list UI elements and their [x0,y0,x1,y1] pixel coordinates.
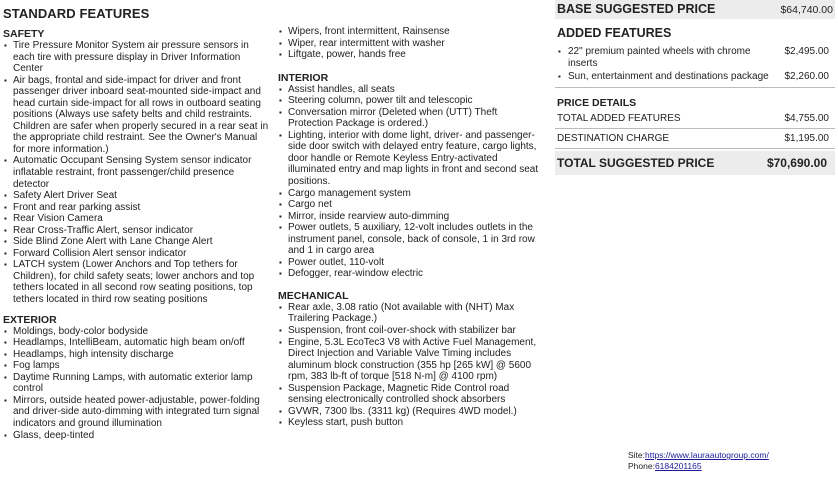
feature-item: ▪ Mirror, inside rearview auto-dimming [278,211,544,223]
feature-item: ▪ Rear Vision Camera [3,213,269,225]
exterior-list [3,326,269,441]
destination-row [555,129,835,149]
features-column-middle [278,0,544,429]
added-feature-amount: $2,260.00 [784,71,829,82]
feature-item: ▪ Tire Pressure Monitor System air pressure sensors in each tire with pressure display in Driver Information Center [3,40,269,75]
divider [555,87,835,88]
feature-item: ▪ Wiper, rear intermittent with washer [278,38,544,50]
added-features-list [557,46,835,83]
feature-item: ▪ Cargo management system [278,188,544,200]
site-line [628,450,769,461]
feature-item: ▪ GVWR, 7300 lbs. (3311 kg) (Requires 4WD model.) [278,406,544,418]
feature-item: ▪ Keyless start, push button [278,417,544,429]
total-price-row [555,151,835,175]
mechanical-heading: MECHANICAL [278,289,349,302]
exterior-list-continued [278,26,544,61]
mechanical-list [278,302,544,429]
added-feature-row [557,71,835,83]
interior-heading: INTERIOR [278,71,329,84]
feature-item: ▪ Assist handles, all seats [278,84,544,96]
feature-item: ▪ Daytime Running Lamps, with automatic exterior lamp control [3,372,269,395]
feature-item: ▪ Suspension Package, Magnetic Ride Control road sensing electronically controlled shock absorbers [278,383,544,406]
total-added-value: $4,755.00 [784,112,829,124]
price-details-heading: PRICE DETAILS [557,96,637,109]
standard-features-title: STANDARD FEATURES [3,6,150,21]
feature-item: ▪ Wipers, front intermittent, Rainsense [278,26,544,38]
site-link[interactable]: https://www.lauraautogroup.com/ [645,450,769,460]
phone-link[interactable]: 6184201165 [654,461,702,471]
base-price-label: BASE SUGGESTED PRICE [557,2,716,16]
feature-item: ▪ Headlamps, high intensity discharge [3,349,269,361]
feature-item: ▪ Suspension, front coil-over-shock with stabilizer bar [278,325,544,337]
destination-label: DESTINATION CHARGE [557,132,670,144]
feature-item: ▪ Fog lamps [3,360,269,372]
feature-item: ▪ Conversation mirror (Deleted when (UTT) Theft Protection Package is ordered.) [278,107,544,130]
feature-item: ▪ Front and rear parking assist [3,202,269,214]
feature-item: ▪ Mirrors, outside heated power-adjustable, power-folding and driver-side auto-dimming with integrated turn signal indicators and ground illumination [3,395,269,430]
phone-line [628,461,769,472]
added-features-heading: ADDED FEATURES [557,26,672,40]
safety-list [3,40,269,306]
added-feature-amount: $2,495.00 [784,46,829,57]
total-price-label: TOTAL SUGGESTED PRICE [557,155,715,170]
feature-item: ▪ Lighting, interior with dome light, driver- and passenger-side door switch with delayed entry feature, cargo lights, door handle or Remote Keyless Entry-activated illuminated entry and map lights in front and second seat positions. [278,130,544,188]
feature-item: ▪ Rear axle, 3.08 ratio (Not available with (NHT) Max Trailering Package.) [278,302,544,325]
feature-item: ▪ Power outlets, 5 auxiliary, 12-volt includes outlets in the instrument panel, console, back of console, 1 in 3rd row and 1 in cargo area [278,222,544,257]
feature-item: ▪ Safety Alert Driver Seat [3,190,269,202]
total-added-label: TOTAL ADDED FEATURES [557,112,681,124]
total-price-value: $70,690.00 [766,155,827,170]
added-feature-row [557,46,835,69]
feature-item: ▪ Cargo net [278,199,544,211]
feature-item: ▪ Forward Collision Alert sensor indicator [3,248,269,260]
phone-label: Phone: [628,461,655,471]
feature-item: ▪ Power outlet, 110-volt [278,257,544,269]
base-price-value: $64,740.00 [780,4,833,16]
feature-item: ▪ Moldings, body-color bodyside [3,326,269,338]
feature-item: ▪ LATCH system (Lower Anchors and Top tethers for Children), for child safety seats; lower anchors and top tethers located in all second row seating positions, top tethers located in third row seating positions [3,259,269,305]
feature-item: ▪ Glass, deep-tinted [3,430,269,442]
feature-item: ▪ Liftgate, power, hands free [278,49,544,61]
added-feature-desc: ▪ Sun, entertainment and destinations package [557,71,769,83]
destination-value: $1,195.00 [784,132,829,144]
total-added-row [555,109,835,129]
interior-list [278,84,544,280]
feature-item: ▪ Air bags, frontal and side-impact for driver and front passenger driver inboard seat-mounted side-impact and head curtain side-impact for all rows in outboard seating positions (Always use safety belts and child restraints. Children are safer when properly secured in a rear seat in the appropriate child restraint. See the Owner's Manual for more information.) [3,75,269,156]
feature-item: ▪ Engine, 5.3L EcoTec3 V8 with Active Fuel Management, Direct Injection and Variable Valve Timing includes aluminum block construction (355 hp [265 kW] @ 5600 rpm, 383 lb-ft of torque [518 N-m] @ 4100 rpm) [278,337,544,383]
features-column-left [3,0,269,441]
feature-item: ▪ Steering column, power tilt and telescopic [278,95,544,107]
base-price-row [555,0,835,19]
site-label: Site: [628,450,646,460]
pricing-column [555,0,835,175]
added-feature-desc: ▪ 22" premium painted wheels with chrome inserts [557,46,769,69]
exterior-heading: EXTERIOR [3,313,57,326]
feature-item: ▪ Rear Cross-Traffic Alert, sensor indicator [3,225,269,237]
safety-heading: SAFETY [3,28,45,40]
feature-item: ▪ Side Blind Zone Alert with Lane Change Alert [3,236,269,248]
feature-item: ▪ Defogger, rear-window electric [278,268,544,280]
dealer-footer [628,450,769,472]
feature-item: ▪ Headlamps, IntelliBeam, automatic high beam on/off [3,337,269,349]
feature-item: ▪ Automatic Occupant Sensing System sensor indicator inflatable restraint, front passenger/child presence detector [3,155,269,190]
